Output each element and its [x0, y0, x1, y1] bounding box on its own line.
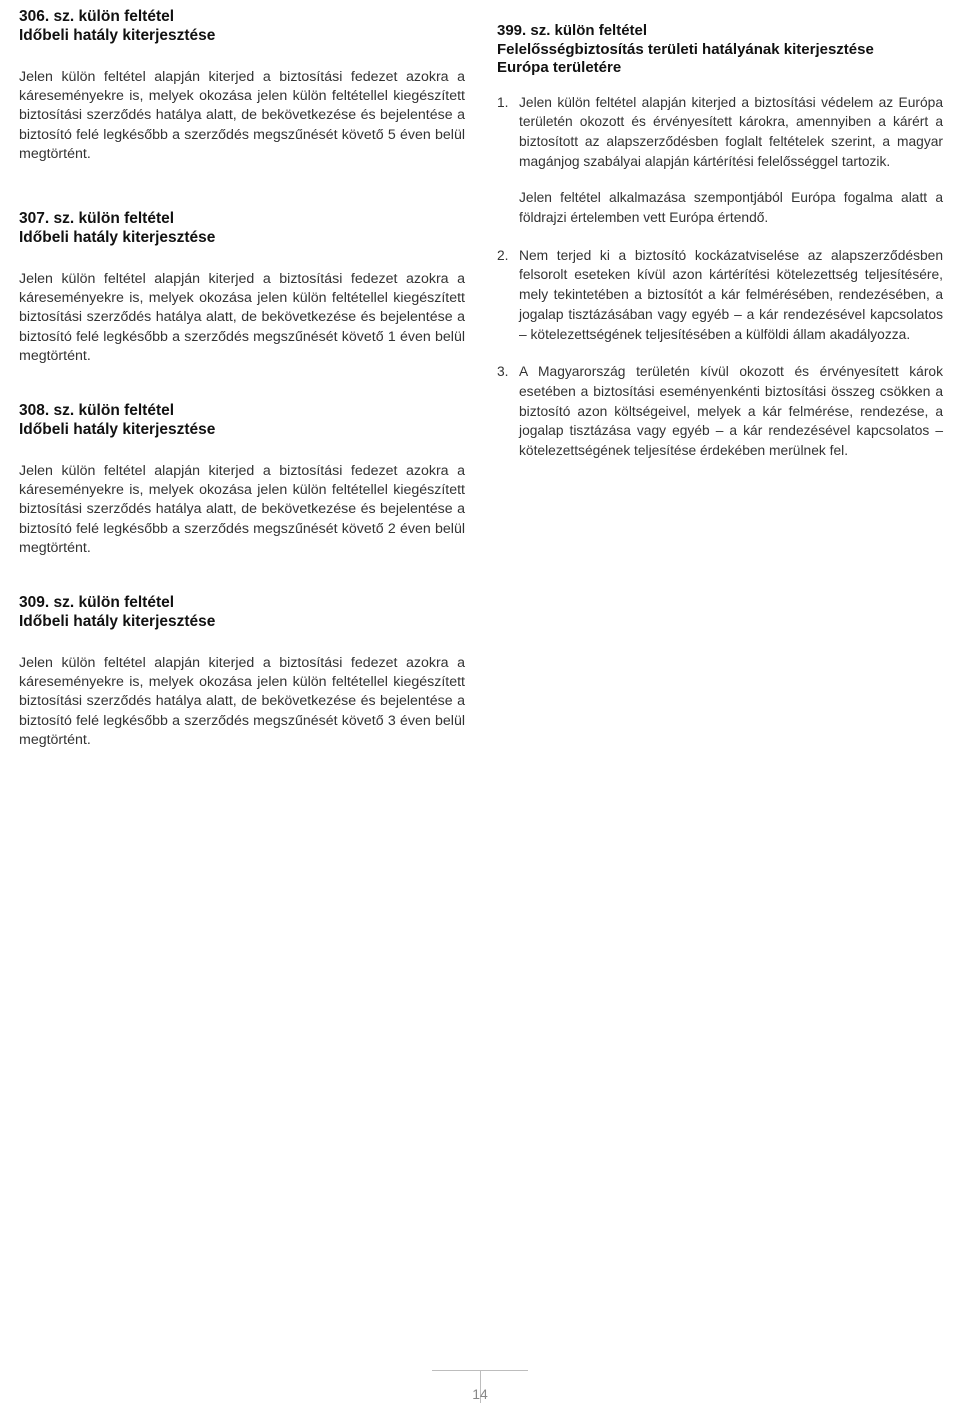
section-title: Időbeli hatály kiterjesztése: [19, 229, 216, 246]
europe-definition-paragraph: Jelen feltétel alkalmazása szempontjából Európa fogalma alatt a földrajzi értelemben vett Európa értendő.: [519, 190, 943, 226]
section-306: [19, 7, 465, 164]
list-item-2: [497, 246, 943, 345]
list-item-text: Nem terjed ki a biztosító kockázatviselése az alapszerződésben felsorolt eseteken kívül azon kártérítési kötelezettség teljesítésére, mely tekintetében a biztosítót a kár felmérésében, rendezésében, a jogalap tisztázásában vagy egyéb – a kár rendezésével kapcsolatos – kötelezettségének teljesítésében a külföldi állam akadályozza.: [519, 247, 943, 342]
section-number: 306. sz. külön feltétel: [19, 8, 175, 25]
section-number: 307. sz. külön feltétel: [19, 210, 175, 227]
list-item-number: 2.: [497, 247, 509, 263]
list-item-number: 3.: [497, 364, 509, 380]
section-title-line2: Európa területére: [497, 59, 622, 76]
list-item-3: [497, 362, 943, 461]
section-307: [19, 209, 465, 366]
page-number: 14: [472, 1386, 488, 1402]
list-item-text: A Magyarország területén kívül okozott és érvényesített károk esetében a biztosítási eseményenkénti biztosítási összeg csökken a biztosító azon költségeivel, melyek a kár felmérése, rendezése, a jogalap tisztázása vagy egyéb – a kár rendezésével kapcsolatos – kötelezettségének teljesítése érdekében merülnek fel.: [519, 364, 943, 459]
section-title: Időbeli hatály kiterjesztése: [19, 613, 216, 630]
section-body: Jelen külön feltétel alapján kiterjed a biztosítási fedezet azokra a káreseményekre is, melyek okozása jelen külön feltétellel kiegészített biztosítási szerződés hatálya alatt, de bekövetkezése és bejelentése a biztosító felé legkésőbb a szerződés megszűnését követő 3 éven belül megtörtént.: [19, 655, 465, 748]
section-title: Időbeli hatály kiterjesztése: [19, 27, 216, 44]
section-body: Jelen külön feltétel alapján kiterjed a biztosítási fedezet azokra a káreseményekre is, melyek okozása jelen külön feltétellel kiegészített biztosítási szerződés hatálya alatt, de bekövetkezése és bejelentése a biztosító felé legkésőbb a szerződés megszűnését követő 5 éven belül megtörtént.: [19, 69, 465, 162]
list-item-text: Jelen külön feltétel alapján kiterjed a biztosítási védelem az Európa területén okozott és érvényesített károkra, amennyiben a kárért a biztosított az alapszerződésben foglalt feltételek szerint, a magyar magánjog szabályai alapján kártérítési felelősséggel tartozik.: [519, 94, 943, 169]
list-item-number: 1.: [497, 94, 509, 110]
section-number: 309. sz. külön feltétel: [19, 594, 175, 611]
list-item-1: [497, 93, 943, 172]
section-309: [19, 593, 465, 750]
section-number: 399. sz. külön feltétel: [497, 22, 648, 39]
section-title-line1: Felelősségbiztosítás területi hatályának kiterjesztése: [497, 40, 874, 58]
section-399: [497, 22, 943, 461]
section-body: Jelen külön feltétel alapján kiterjed a biztosítási fedezet azokra a káreseményekre is, melyek okozása jelen külön feltétellel kiegészített biztosítási szerződés hatálya alatt, de bekövetkezése és bejelentése a biztosító felé legkésőbb a szerződés megszűnését követő 1 éven belül megtörtént.: [19, 271, 465, 364]
section-title: Időbeli hatály kiterjesztése: [19, 421, 216, 438]
section-308: [19, 401, 465, 558]
section-body: Jelen külön feltétel alapján kiterjed a biztosítási fedezet azokra a káreseményekre is, melyek okozása jelen külön feltétellel kiegészített biztosítási szerződés hatálya alatt, de bekövetkezése és bejelentése a biztosító felé legkésőbb a szerződés megszűnését követő 2 éven belül megtörtént.: [19, 463, 465, 556]
section-number: 308. sz. külön feltétel: [19, 402, 175, 419]
